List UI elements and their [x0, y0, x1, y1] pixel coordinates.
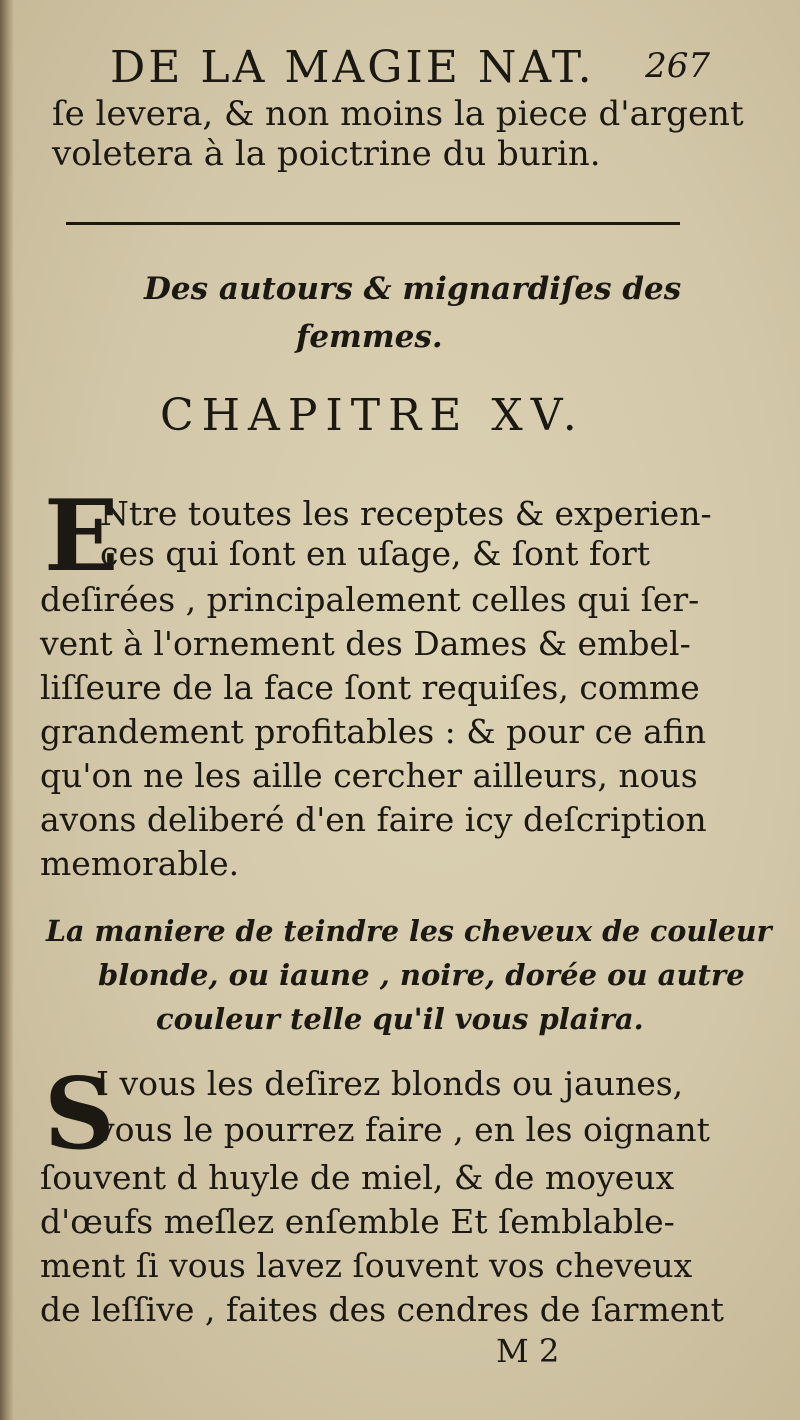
- section-heading-line: Des autours & mignardiſes des: [144, 271, 682, 307]
- book-gutter: [0, 0, 14, 1420]
- paragraph-line: Ntre toutes les receptes & experien-: [100, 494, 712, 533]
- section-divider: [66, 222, 680, 225]
- paragraph-line: avons deliberé d'en faire icy deſcription: [40, 800, 707, 839]
- paragraph-line: ces qui ſont en uſage, & ſont fort: [100, 534, 651, 573]
- paragraph-line: ment ſi vous lavez ſouvent vos cheveux: [40, 1246, 693, 1285]
- subheading-line: La maniere de teindre les cheveux de couleur: [46, 914, 772, 948]
- subheading-line: blonde, ou iaune , noire, dorée ou autre: [98, 958, 745, 992]
- paragraph-line: I vous les deſirez blonds ou jaunes,: [96, 1064, 684, 1103]
- drop-cap: E: [44, 479, 119, 594]
- paragraph-line: d'œufs meſlez enſemble Et ſemblable-: [40, 1202, 675, 1241]
- running-title: DE LA MAGIE NAT.: [110, 42, 595, 93]
- chapter-title: CHAPITRE XV.: [160, 390, 585, 441]
- paragraph-line: memorable.: [40, 844, 240, 883]
- paragraph-line: qu'on ne les aille cercher ailleurs, nous: [40, 756, 698, 795]
- paragraph-line: vent à l'ornement des Dames & embel-: [40, 624, 691, 663]
- signature-mark: M 2: [496, 1332, 560, 1370]
- paragraph-line: grandement profitables : & pour ce afin: [40, 712, 707, 751]
- paragraph-line: liſſeure de la face ſont requiſes, comme: [40, 668, 700, 707]
- paragraph-line: vous le pourrez faire , en les oignant: [96, 1110, 710, 1149]
- text-line: voletera à la poictrine du burin.: [52, 134, 601, 174]
- text-line: ſe levera, & non moins la piece d'argent: [52, 94, 744, 134]
- running-head: [110, 42, 710, 98]
- page-number: 267: [645, 46, 710, 86]
- paragraph-line: ſouvent d huyle de miel, & de moyeux: [40, 1158, 675, 1197]
- paragraph-line: deſirées , principalement celles qui ſer-: [40, 580, 700, 619]
- drop-cap: S: [44, 1057, 115, 1172]
- subheading-line: couleur telle qu'il vous plaira.: [156, 1002, 644, 1036]
- section-heading-line: femmes.: [296, 319, 443, 355]
- paragraph-line: de leſſive , faites des cendres de ſarment: [40, 1290, 724, 1329]
